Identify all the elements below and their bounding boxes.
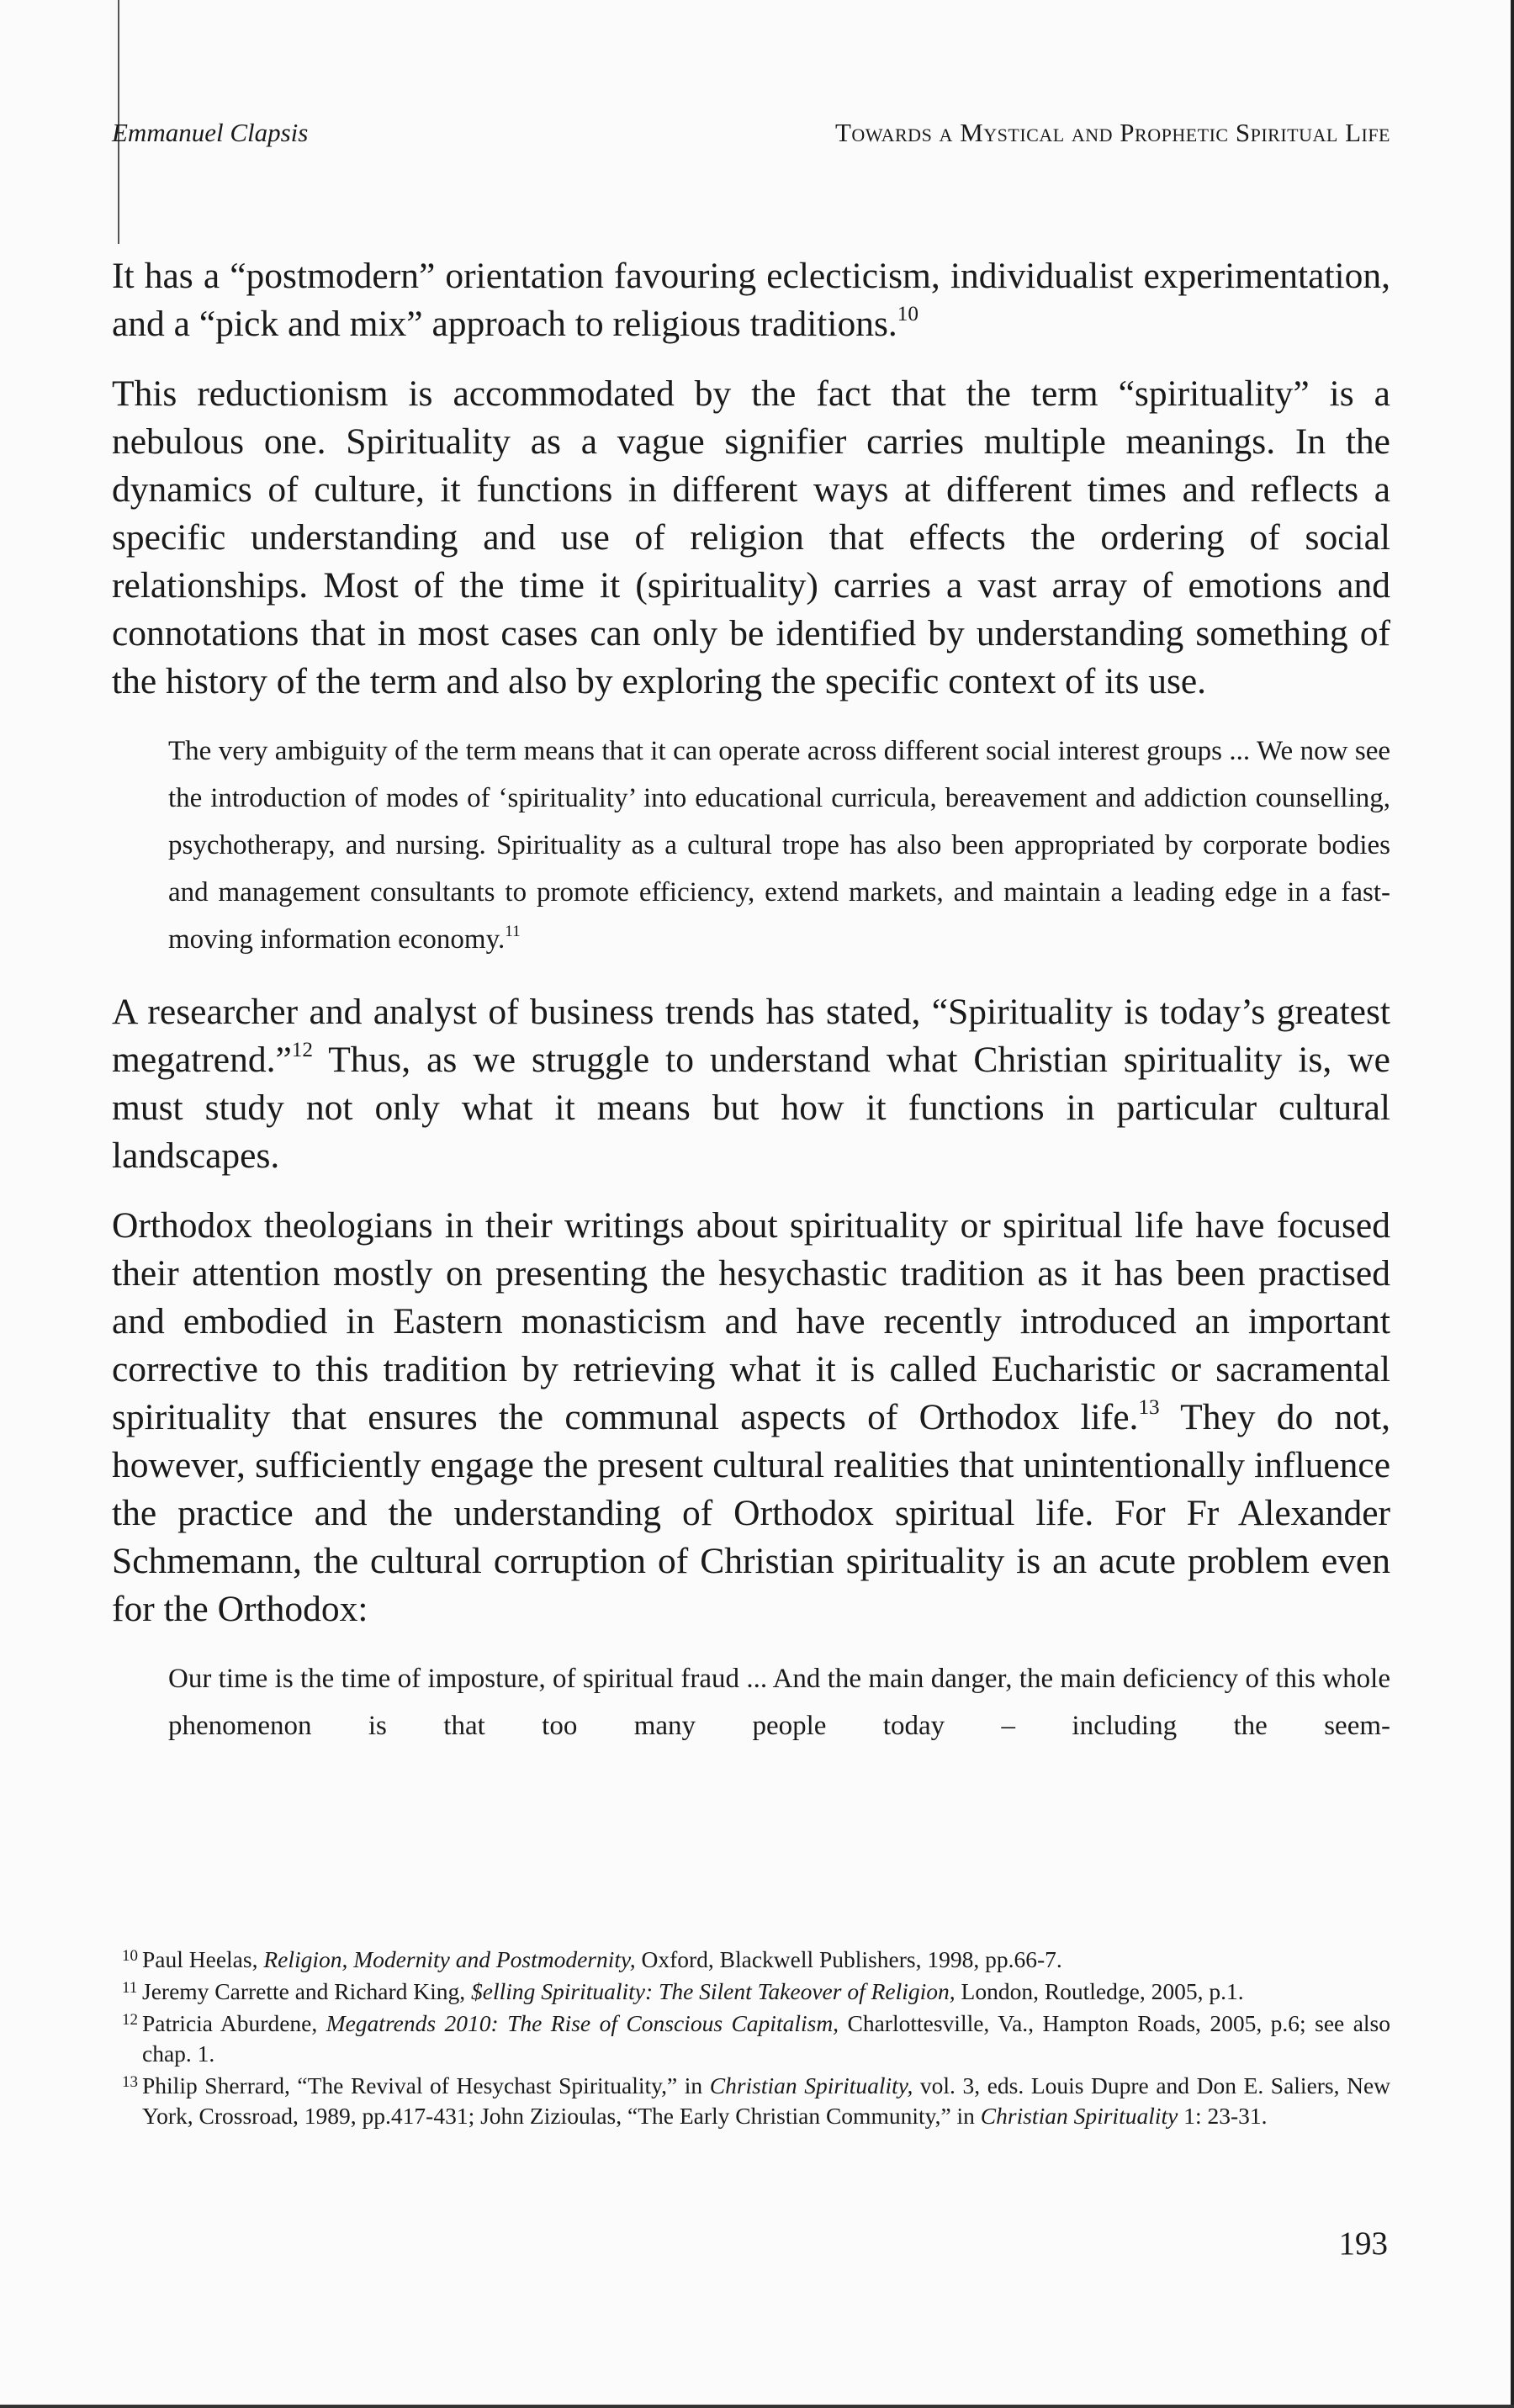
footnotes — [122, 1945, 1390, 2133]
page-number: 193 — [1338, 2225, 1388, 2262]
paragraph-1: It has a “postmodern” orientation favouring eclecticism, individualist experimentation, and a “pick and mix” approach to religious traditions.$^{10}$ — [112, 256, 1390, 344]
footnote-ref-10[interactable]: 10 — [897, 302, 918, 325]
footnote-11: 11 Jeremy Carrette and Richard King, $elling Spirituality: The Silent Takeover of Religion, London, Routledge, 2005, p.1. — [122, 1978, 1244, 2004]
paragraph-2: This reductionism is accommodated by the fact that the term “spirituality” is a nebulous one. Spirituality as a vague signifier carries multiple meanings. In the dynamics of culture, it functions in different ways at different times and reflects a specific understanding and use of religion that effects the ordering of social relationships. Most of the time it (spirituality) carries a vast array of emotions and connotations that in most cases can only be identified by understanding something of the history of the term and also by exploring the specific context of its use. — [112, 373, 1390, 701]
footnote-12: 12 Patricia Aburdene, Megatrends 2010: The Rise of Conscious Capitalism, Charlottesville, Va., Hampton Roads, 2005, p.6; see also chap. 1. — [122, 2010, 1390, 2067]
scan-edge-right — [1511, 0, 1514, 2408]
footnote-ref-12[interactable]: 12 — [291, 1038, 313, 1061]
scan-edge-bottom — [0, 2405, 1514, 2408]
footnote-10: 10 Paul Heelas, Religion, Modernity and Postmodernity, Oxford, Blackwell Publishers, 1998, pp.66-7. — [122, 1946, 1062, 1972]
body-text — [112, 252, 1390, 1775]
running-head-author: Emmanuel Clapsis — [112, 118, 309, 147]
footnote-ref-11[interactable]: 11 — [505, 923, 521, 941]
block-quote-1: The very ambiguity of the term means that it can operate across different social interest groups ... We now see the introduction of modes of ‘spirituality’ into educational curricula, bereavement and addiction counselling, psychotherapy, and nursing. Spirituality as a cultural trope has also been appropriated by corporate bodies and management consultants to promote efficiency, extend markets, and maintain a leading edge in a fast-moving information economy.$^{11}$ — [168, 736, 1390, 955]
footnote-ref-13[interactable]: 13 — [1138, 1395, 1160, 1419]
footnote-13: 13 Philip Sherrard, “The Revival of Hesychast Spirituality,” in Christian Spirituality, vol. 3, eds. Louis Dupre and Don E. Saliers, New York, Crossroad, 1989, pp.417-431; John Zizioulas, “The Early Christian Community,” in Christian Spirituality 1: 23-31. — [122, 2072, 1391, 2129]
paragraph-4: Orthodox theologians in their writings about spirituality or spiritual life have focused their attention mostly on presenting the hesychastic tradition as it has been practised and embodied in Eastern monasticism and have recently introduced an important corrective to this tradition by retrieving what it is called Eucharistic or sacramental spirituality that ensures the communal aspects of Orthodox life.$^{13}$ They do not, however, sufficiently engage the present cultural realities that unintentionally influence the practice and the understanding of Orthodox spiritual life. For Fr Alexander Schmemann, the cultural corruption of Christian spirituality is an acute problem even for the Orthodox: — [112, 1205, 1390, 1629]
paragraph-3: A researcher and analyst of business trends has stated, “Spirituality is today’s greatest megatrend.”$^{12}$ Thus, as we struggle to understand what Christian spirituality is, we must study not only what it means but how it functions in particular cultural landscapes. — [112, 992, 1390, 1176]
running-head — [112, 118, 1390, 155]
running-head-title: Towards a Mystical and Prophetic Spiritual Life — [834, 118, 1390, 147]
block-quote-2: Our time is the time of imposture, of spiritual fraud ... And the main danger, the main deficiency of this whole phenomenon is that too many people today – including the seem- — [168, 1664, 1390, 1741]
